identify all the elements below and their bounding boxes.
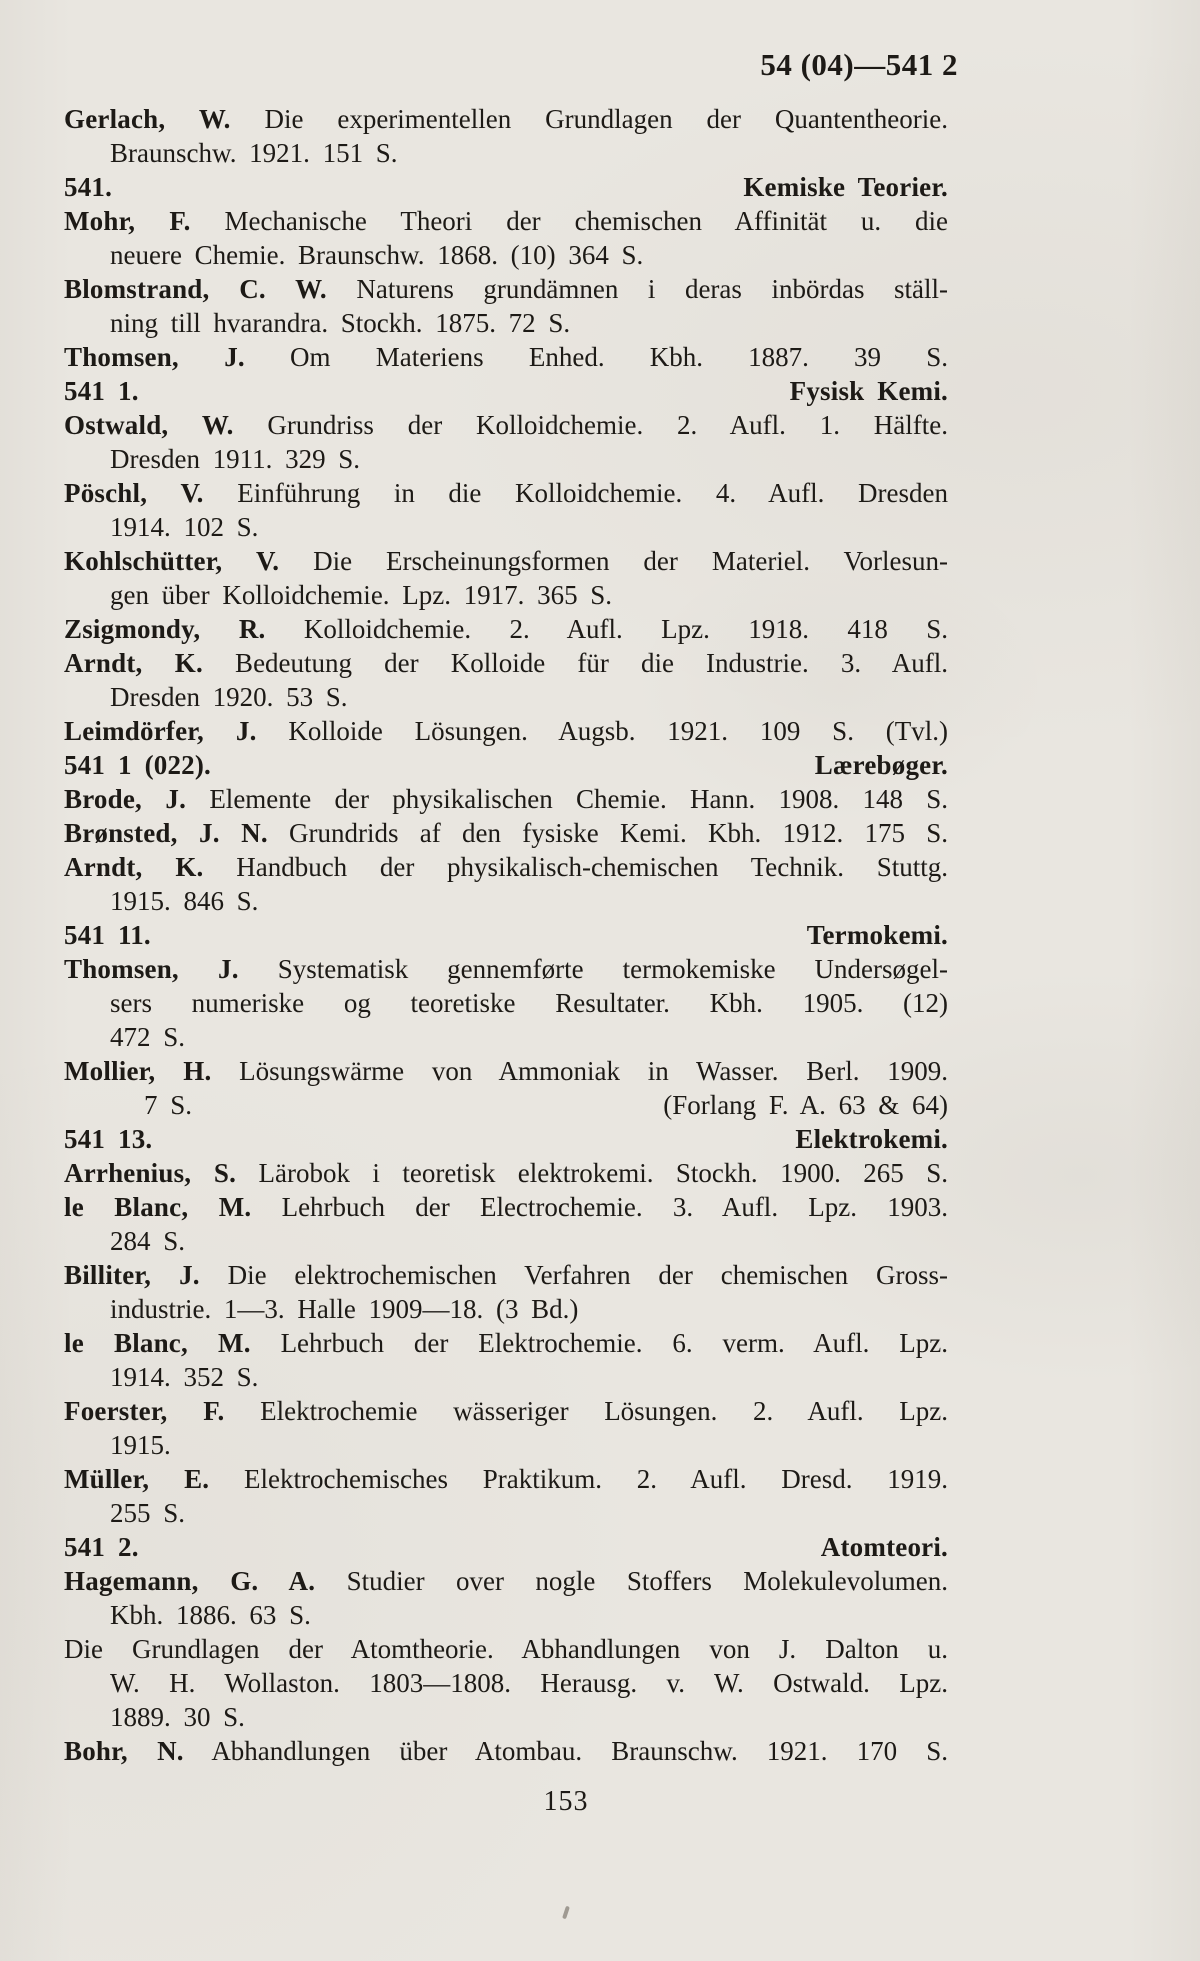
entry-author: Kohlschütter, V.: [64, 546, 280, 576]
entry-line: Blomstrand, C. W. Naturens grundämnen i deras inbördas ställ-: [64, 274, 948, 304]
entry-author: Billiter, J.: [64, 1260, 200, 1290]
section-number: 541 2.: [64, 1532, 139, 1562]
entry-author: Arrhenius, S.: [64, 1158, 237, 1188]
section-title: Termokemi.: [806, 920, 948, 950]
entry-author: Pöschl, V.: [64, 478, 204, 508]
page-header-classification: 54 (04)—541 2: [760, 47, 958, 82]
entry-line: Gerlach, W. Die experimentellen Grundlagen der Quantentheorie.: [64, 104, 948, 134]
bibliography-entry: [64, 340, 948, 374]
entry-line: Leimdörfer, J. Kolloide Lösungen. Augsb. 1921. 109 S. (Tvl.): [64, 716, 948, 746]
entry-line: Arndt, K. Handbuch der physikalisch-chemischen Technik. Stuttg.: [64, 852, 948, 882]
entry-line: Mollier, H. Lösungswärme von Ammoniak in Wasser. Berl. 1909.: [64, 1056, 948, 1086]
entry-author: Bohr, N.: [64, 1736, 184, 1766]
entry-line: Arndt, K. Bedeutung der Kolloide für die Industrie. 3. Aufl.: [64, 648, 949, 678]
entry-author: le Blanc, M.: [64, 1328, 251, 1358]
entry-line: 1914. 352 S.: [110, 1362, 259, 1392]
entry-line: Müller, E. Elektrochemisches Praktikum. 2. Aufl. Dresd. 1919.: [64, 1464, 948, 1494]
entry-line: Mohr, F. Mechanische Theori der chemischen Affinität u. die: [64, 206, 949, 236]
entry-author: Mollier, H.: [64, 1056, 212, 1086]
entry-line: 1889. 30 S.: [110, 1702, 245, 1732]
bibliography-entry: [64, 1734, 948, 1768]
entry-line: Zsigmondy, R. Kolloidchemie. 2. Aufl. Lpz. 1918. 418 S.: [64, 614, 948, 644]
section-heading: [64, 374, 948, 408]
bibliography-entry: [64, 952, 948, 1054]
entry-author: Arndt, K.: [64, 648, 203, 678]
bibliography-entry: [64, 272, 948, 340]
bibliography-entry: [64, 646, 948, 714]
entry-line: industrie. 1—3. Halle 1909—18. (3 Bd.): [110, 1294, 579, 1324]
section-title: Lærebøger.: [814, 750, 948, 780]
entry-author: Arndt, K.: [64, 852, 204, 882]
section-number: 541 13.: [64, 1124, 153, 1154]
entry-line: Hagemann, G. A. Studier over nogle Stoffers Molekulevolumen.: [64, 1566, 948, 1596]
section-heading: [64, 1530, 948, 1564]
entry-line: Brønsted, J. N. Grundrids af den fysiske Kemi. Kbh. 1912. 175 S.: [64, 818, 948, 848]
page-number: 153: [543, 1786, 589, 1817]
bibliography-entry: [64, 1054, 948, 1122]
bibliography-entry: [64, 816, 948, 850]
entry-line: le Blanc, M. Lehrbuch der Electrochemie. 3. Aufl. Lpz. 1903.: [64, 1192, 948, 1222]
bibliography-entry: [64, 544, 948, 612]
bibliography-entry: [64, 1156, 948, 1190]
entry-line: Kohlschütter, V. Die Erscheinungsformen der Materiel. Vorlesun-: [64, 546, 948, 576]
entry-author: Leimdörfer, J.: [64, 716, 257, 746]
entry-line: Pöschl, V. Einführung in die Kolloidchemie. 4. Aufl. Dresden: [64, 478, 948, 508]
section-heading: [64, 918, 948, 952]
entry-line: Brode, J. Elemente der physikalischen Chemie. Hann. 1908. 148 S.: [64, 784, 948, 814]
section-number: 541.: [64, 172, 113, 202]
entry-line: Thomsen, J. Systematisk gennemførte termokemiske Undersøgel-: [64, 954, 948, 984]
entry-line: Die Grundlagen der Atomtheorie. Abhandlungen von J. Dalton u.: [64, 1634, 948, 1664]
section-heading: [64, 170, 948, 204]
entry-line: le Blanc, M. Lehrbuch der Elektrochemie. 6. verm. Aufl. Lpz.: [64, 1328, 948, 1358]
entry-author: Foerster, F.: [64, 1396, 225, 1426]
entry-line: Kbh. 1886. 63 S.: [110, 1600, 311, 1630]
bibliography: [64, 102, 948, 1768]
section-number: 541 11.: [64, 920, 151, 950]
bibliography-entry: [64, 1462, 948, 1530]
entry-line: 1914. 102 S.: [110, 512, 259, 542]
entry-author: Brode, J.: [64, 784, 187, 814]
entry-author: Thomsen, J.: [64, 954, 239, 984]
entry-line: Braunschw. 1921. 151 S.: [110, 138, 398, 168]
entry-line-right: (Forlang F. A. 63 & 64): [663, 1090, 948, 1120]
entry-author: le Blanc, M.: [64, 1192, 252, 1222]
entry-line: Arrhenius, S. Lärobok i teoretisk elektrokemi. Stockh. 1900. 265 S.: [64, 1158, 948, 1188]
entry-author: Gerlach, W.: [64, 104, 231, 134]
entry-line: sers numeriske og teoretiske Resultater. Kbh. 1905. (12): [110, 988, 948, 1018]
section-number: 541 1.: [64, 376, 139, 406]
bibliography-entry: [64, 102, 948, 170]
bibliography-entry: [64, 1326, 948, 1394]
entry-line: 1915.: [110, 1430, 171, 1460]
entry-line: Dresden 1920. 53 S.: [110, 682, 348, 712]
entry-author: Thomsen, J.: [64, 342, 245, 372]
entry-line: [64, 1088, 948, 1122]
entry-author: Zsigmondy, R.: [64, 614, 266, 644]
entry-line: 284 S.: [110, 1226, 185, 1256]
entry-line: gen über Kolloidchemie. Lpz. 1917. 365 S.: [110, 580, 613, 610]
bibliography-entry: [64, 782, 948, 816]
entry-line: Dresden 1911. 329 S.: [110, 444, 361, 474]
bibliography-entry: [64, 204, 948, 272]
section-heading: [64, 748, 948, 782]
bibliography-entry: [64, 1394, 948, 1462]
bibliography-entry: [64, 714, 948, 748]
bibliography-entry: [64, 1632, 948, 1734]
scan-speck: [562, 1906, 570, 1920]
entry-author: Mohr, F.: [64, 206, 191, 236]
entry-line: 255 S.: [110, 1498, 185, 1528]
section-title: Kemiske Teorier.: [743, 172, 948, 202]
entry-line: neuere Chemie. Braunschw. 1868. (10) 364 S.: [110, 240, 644, 270]
entry-author: Hagemann, G. A.: [64, 1566, 316, 1596]
bibliography-entry: [64, 408, 948, 476]
entry-author: Müller, E.: [64, 1464, 210, 1494]
bibliography-entry: [64, 1190, 948, 1258]
entry-author: Blomstrand, C. W.: [64, 274, 327, 304]
section-heading: [64, 1122, 948, 1156]
entry-line: Bohr, N. Abhandlungen über Atombau. Braunschw. 1921. 170 S.: [64, 1736, 948, 1766]
entry-author: Brønsted, J. N.: [64, 818, 268, 848]
entry-line: ning till hvarandra. Stockh. 1875. 72 S.: [110, 308, 571, 338]
section-title: Elektrokemi.: [795, 1124, 948, 1154]
entry-line: W. H. Wollaston. 1803—1808. Herausg. v. W. Ostwald. Lpz.: [110, 1668, 948, 1698]
bibliography-entry: [64, 850, 948, 918]
section-title: Fysisk Kemi.: [789, 376, 948, 406]
entry-author: Ostwald, W.: [64, 410, 234, 440]
entry-line: Foerster, F. Elektrochemie wässeriger Lösungen. 2. Aufl. Lpz.: [64, 1396, 948, 1426]
entry-line: 1915. 846 S.: [110, 886, 259, 916]
entry-line: 472 S.: [110, 1022, 185, 1052]
entry-line-left: 7 S.: [144, 1090, 192, 1120]
entry-line: Thomsen, J. Om Materiens Enhed. Kbh. 1887. 39 S.: [64, 342, 948, 372]
section-number: 541 1 (022).: [64, 750, 212, 780]
section-title: Atomteori.: [820, 1532, 948, 1562]
bibliography-entry: [64, 476, 948, 544]
bibliography-entry: [64, 1258, 948, 1326]
entry-line: Billiter, J. Die elektrochemischen Verfahren der chemischen Gross-: [64, 1260, 948, 1290]
bibliography-entry: [64, 612, 948, 646]
bibliography-entry: [64, 1564, 948, 1632]
entry-line: Ostwald, W. Grundriss der Kolloidchemie. 2. Aufl. 1. Hälfte.: [64, 410, 948, 440]
